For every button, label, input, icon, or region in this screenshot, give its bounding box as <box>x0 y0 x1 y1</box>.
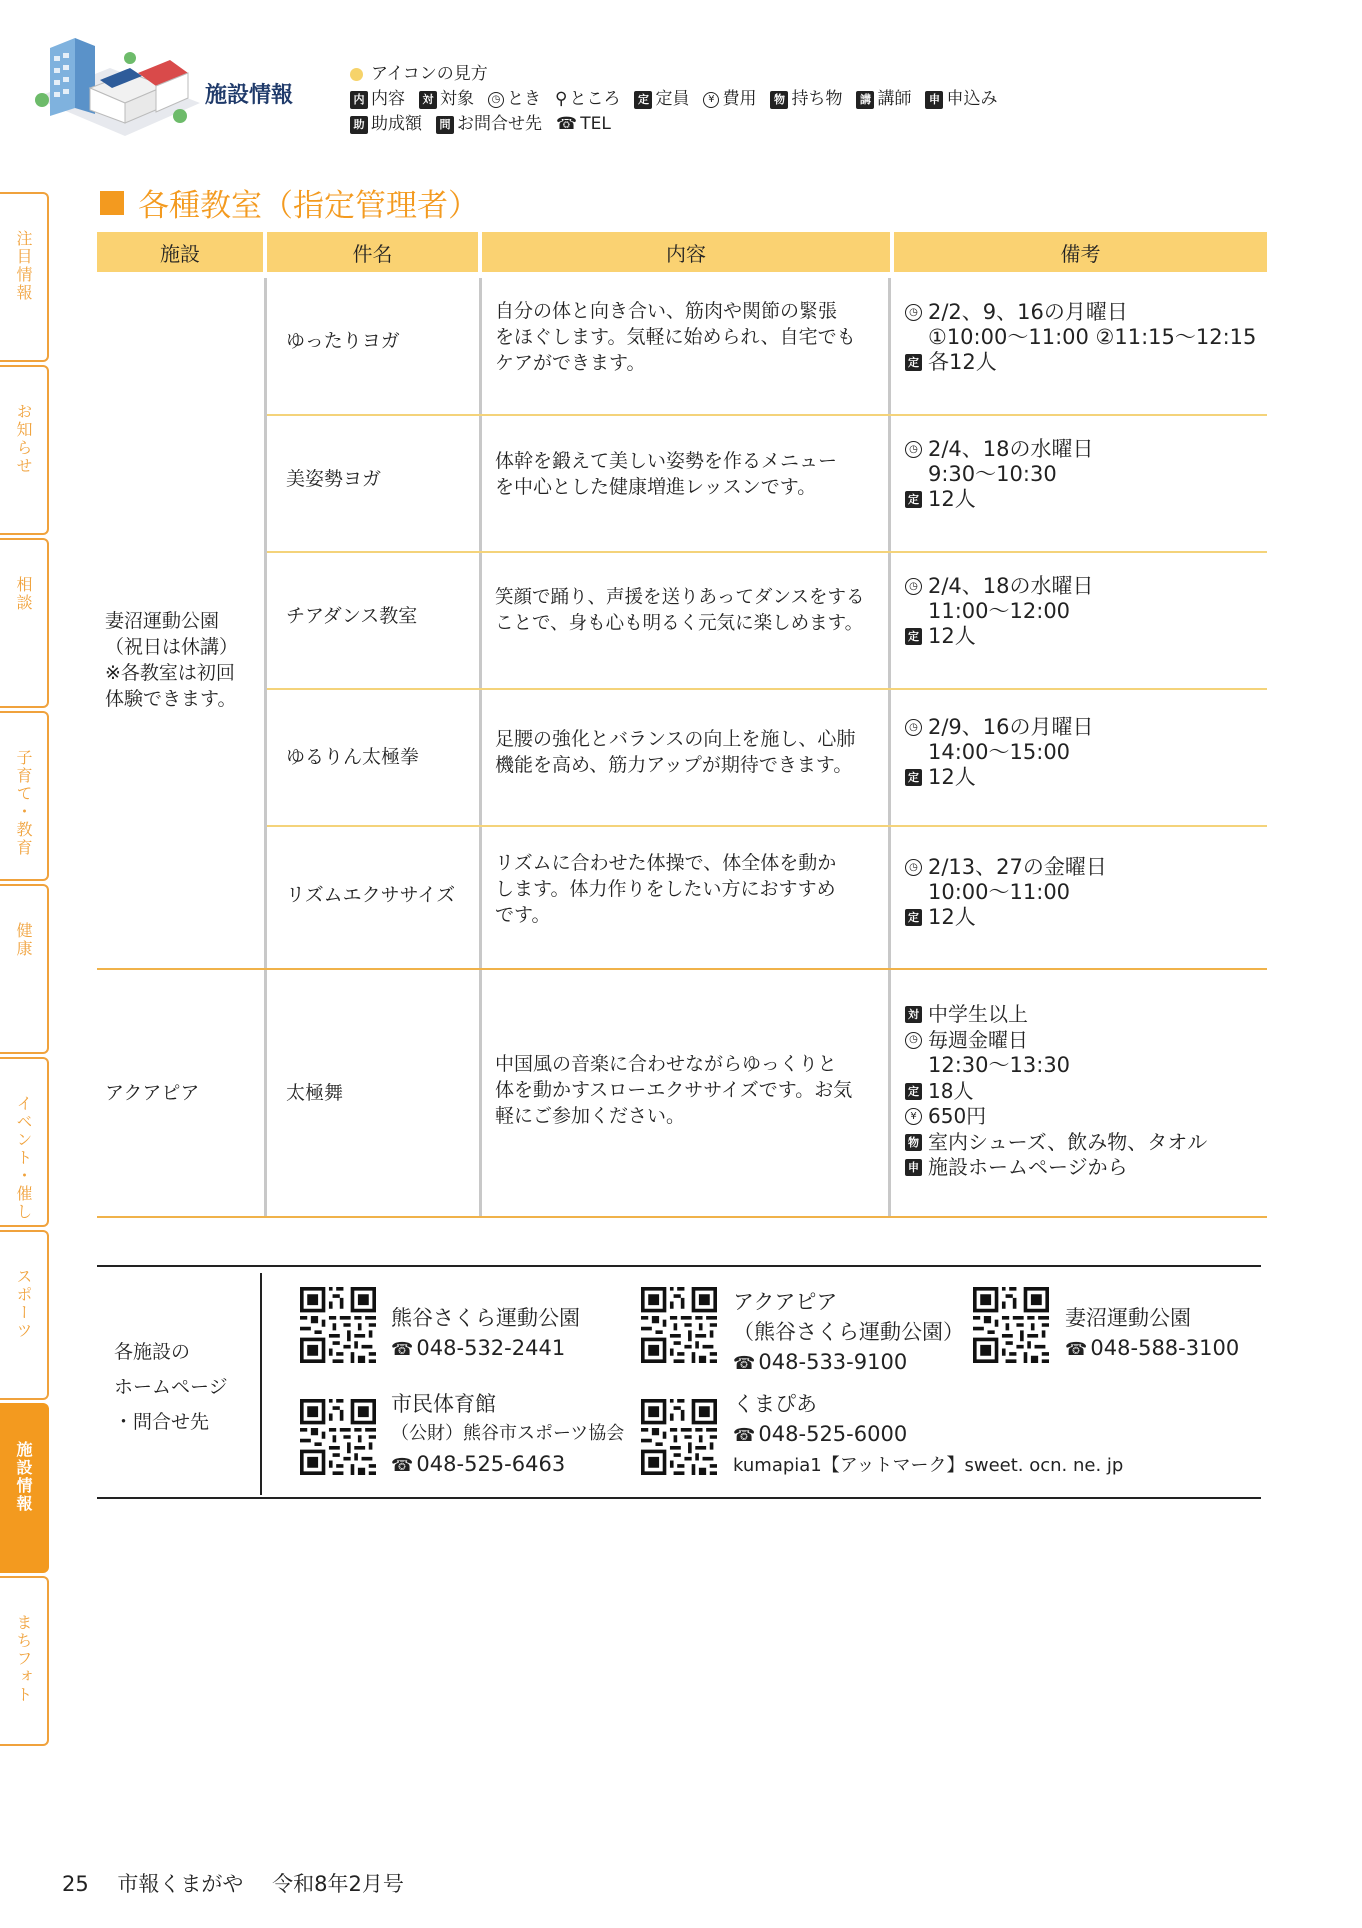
content-line: 体幹を鍛えて美しい姿勢を作るメニュー <box>495 450 838 472</box>
note-application <box>905 1155 1207 1181</box>
class-content <box>495 850 885 928</box>
section-heading <box>100 180 479 225</box>
legend-item <box>555 87 620 112</box>
clock-icon: ◷ <box>905 578 922 595</box>
capacity-icon: 定 <box>905 769 922 786</box>
tab-consultation[interactable] <box>0 538 49 708</box>
legend-label: 費用 <box>722 89 757 109</box>
tab-label: 子育て・教育 <box>14 749 33 857</box>
qr-code-icon[interactable] <box>641 1287 717 1363</box>
facility-line: ※各教室は初回 <box>105 662 235 684</box>
class-content <box>495 298 885 376</box>
content-icon: 内 <box>350 91 368 109</box>
facility-line: 妻沼運動公園 <box>105 610 220 632</box>
facility-line: （祝日は休講） <box>105 636 239 658</box>
tab-label: まちフォト <box>14 1614 33 1704</box>
application-icon: 申 <box>905 1159 922 1176</box>
note-schedule <box>905 1028 1207 1054</box>
legend-label: 持ち物 <box>791 89 843 109</box>
contact-tel <box>391 1333 580 1365</box>
note-text: 10:00～11:00 <box>928 880 1071 904</box>
row-divider <box>267 551 1267 553</box>
tab-featured[interactable] <box>0 192 49 362</box>
legend-item <box>703 87 756 112</box>
contact-name: 熊谷さくら運動公園 <box>391 1306 580 1330</box>
note-time <box>905 462 1094 487</box>
clock-icon: ◷ <box>905 719 922 736</box>
class-content <box>495 1051 885 1129</box>
phone-icon: ☎ <box>391 1455 414 1476</box>
class-title: ゆるりん太極拳 <box>286 746 420 768</box>
qr-code-icon[interactable] <box>300 1399 376 1475</box>
class-content <box>495 726 885 778</box>
contacts-label <box>114 1335 228 1440</box>
legend-item <box>419 87 474 112</box>
contact-aquapia <box>733 1287 964 1379</box>
table-body <box>97 278 1271 1218</box>
content-line: 体を動かすスローエクササイズです。お気 <box>495 1079 853 1101</box>
bullet-dot-icon <box>350 68 363 81</box>
note-schedule <box>905 715 1094 740</box>
note-text: 2/13、27の金曜日 <box>928 855 1107 879</box>
header-facility: 施設 <box>97 232 263 272</box>
contact-gymnasium <box>391 1389 624 1481</box>
tab-news[interactable] <box>0 365 49 535</box>
tab-label: 相談 <box>14 576 33 612</box>
legend-item <box>350 87 405 112</box>
note-capacity <box>905 487 1094 512</box>
tel-number: 048-533-9100 <box>758 1350 908 1374</box>
note-target <box>905 1002 1207 1028</box>
class-title: チアダンス教室 <box>286 605 418 627</box>
legend-item <box>488 87 541 112</box>
tab-label: イベント・催し <box>14 1095 33 1221</box>
column-divider <box>479 278 482 1216</box>
legend-title: アイコンの見方 <box>371 64 488 84</box>
legend-title-row <box>350 62 1011 87</box>
class-notes <box>905 574 1094 649</box>
capacity-icon: 定 <box>905 909 922 926</box>
page-footer <box>62 1868 426 1898</box>
note-text: 2/4、18の水曜日 <box>928 437 1094 461</box>
note-fee <box>905 1104 1207 1130</box>
legend-label: ところ <box>569 89 621 109</box>
legend-label: 助成額 <box>371 114 422 134</box>
note-text: 14:00～15:00 <box>928 740 1071 764</box>
phone-icon: ☎ <box>733 1353 756 1374</box>
qr-code-icon[interactable] <box>973 1287 1049 1363</box>
content-line: 軽にご参加ください。 <box>495 1105 686 1127</box>
phone-icon: ☎ <box>733 1425 756 1446</box>
legend-item <box>925 87 997 112</box>
facility-name-aquapia: アクアピア <box>105 1082 200 1104</box>
tel-number: 048-525-6463 <box>416 1452 566 1476</box>
legend-label: 対象 <box>440 89 474 109</box>
tab-events[interactable] <box>0 1057 49 1227</box>
facility-name-menuma <box>105 608 263 712</box>
note-capacity <box>905 765 1094 790</box>
tab-health[interactable] <box>0 884 49 1054</box>
clock-icon: ◷ <box>905 859 922 876</box>
legend-item <box>856 87 911 112</box>
contacts-box <box>97 1265 1261 1499</box>
yen-icon: ¥ <box>905 1108 922 1125</box>
contact-name: 妻沼運動公園 <box>1065 1306 1191 1330</box>
capacity-icon: 定 <box>905 1083 922 1100</box>
row-divider <box>267 825 1267 827</box>
note-schedule <box>905 437 1094 462</box>
application-icon: 申 <box>925 91 943 109</box>
belongings-icon: 物 <box>905 1134 922 1151</box>
class-content <box>495 585 885 637</box>
clock-icon: ◷ <box>488 92 504 108</box>
row-divider <box>267 414 1267 416</box>
note-text: 2/4、18の水曜日 <box>928 574 1094 598</box>
legend-item <box>556 112 611 137</box>
tab-label: 健康 <box>14 922 33 958</box>
yen-icon: ¥ <box>703 92 719 108</box>
tab-town-photo[interactable] <box>0 1576 49 1746</box>
legend-label: 内容 <box>371 89 405 109</box>
class-notes <box>905 1002 1207 1181</box>
contact-sub: （公財）熊谷市スポーツ協会 <box>391 1423 625 1444</box>
legend-label: 申込み <box>946 89 998 109</box>
contact-name: アクアピア <box>733 1290 838 1314</box>
legend-label: 講師 <box>877 89 912 109</box>
tab-label: 注目情報 <box>14 230 33 302</box>
instructor-icon: 講 <box>856 91 874 109</box>
tab-childcare-education[interactable] <box>0 711 49 881</box>
clock-icon: ◷ <box>905 441 922 458</box>
clock-icon: ◷ <box>905 1032 922 1049</box>
note-capacity <box>905 1079 1207 1105</box>
header-section-title: 施設情報 <box>205 83 294 108</box>
facility-divider <box>97 968 1267 970</box>
contact-email: kumapia1【アットマーク】sweet. ocn. ne. jp <box>733 1455 1124 1476</box>
note-schedule <box>905 574 1094 599</box>
content-line: 笑顔で踊り、声援を送りあってダンスをする <box>495 587 865 608</box>
tab-label: スポーツ <box>14 1268 33 1340</box>
content-line: 足腰の強化とバランスの向上を施し、心肺 <box>495 728 856 750</box>
header-title: 件名 <box>267 232 478 272</box>
note-belongings <box>905 1130 1207 1156</box>
content-line: 機能を高め、筋力アップが期待できます。 <box>495 754 853 776</box>
publication-name: 市報くまがや <box>117 1872 244 1896</box>
content-line: します。体力作りをしたい方におすすめ <box>495 878 836 900</box>
class-title: 美姿勢ヨガ <box>286 468 382 490</box>
note-text: 各12人 <box>928 350 997 374</box>
note-text: 12人 <box>928 765 976 789</box>
note-text: 9:30～10:30 <box>928 462 1057 486</box>
content-line: です。 <box>495 904 551 926</box>
note-text: 毎週金曜日 <box>928 1027 1028 1052</box>
note-text: 施設ホームページから <box>928 1155 1128 1179</box>
note-time <box>905 740 1094 765</box>
note-text: 12人 <box>928 624 976 648</box>
contact-kumapia <box>733 1389 1123 1481</box>
classes-table <box>97 232 1271 1218</box>
inquiry-icon: 問 <box>436 116 454 134</box>
class-notes <box>905 715 1094 790</box>
contact-tel <box>733 1347 964 1379</box>
class-content <box>495 448 885 500</box>
note-text: 11:00～12:00 <box>928 599 1071 623</box>
contacts-label-line: ・問合せ先 <box>114 1411 210 1433</box>
subsidy-icon: 助 <box>350 116 368 134</box>
note-text: 12人 <box>928 905 976 929</box>
target-icon: 対 <box>419 91 437 109</box>
note-text: 2/2、9、16の月曜日 <box>928 300 1128 324</box>
clock-icon: ◷ <box>905 304 922 321</box>
phone-icon: ☎ <box>1065 1339 1088 1360</box>
legend-item <box>770 87 842 112</box>
note-text: 室内シューズ、飲み物、タオル <box>928 1129 1208 1154</box>
note-schedule <box>905 855 1107 880</box>
contact-tel <box>391 1449 624 1481</box>
facility-line: 体験できます。 <box>105 688 237 710</box>
legend-row-2 <box>350 112 1011 137</box>
legend-label: お問合せ先 <box>457 114 542 134</box>
class-notes <box>905 437 1094 512</box>
contact-menuma <box>1065 1303 1239 1365</box>
content-line: リズムに合わせた体操で、体全体を動か <box>495 852 837 874</box>
table-header <box>97 232 1271 272</box>
column-divider <box>888 278 891 1216</box>
legend-label: TEL <box>580 114 611 134</box>
qr-code-icon[interactable] <box>300 1287 376 1363</box>
tel-number: 048-588-3100 <box>1090 1336 1240 1360</box>
contacts-divider <box>260 1273 262 1495</box>
content-line: をほぐします。気軽に始められ、自宅でも <box>495 326 856 348</box>
capacity-icon: 定 <box>905 354 922 371</box>
content-line: ことで、身も心も明るく元気に楽しめます。 <box>495 613 864 634</box>
contact-sub: （熊谷さくら運動公園） <box>733 1320 964 1344</box>
row-divider <box>267 688 1267 690</box>
qr-code-icon[interactable] <box>641 1399 717 1475</box>
contacts-label-line: 各施設の <box>114 1341 191 1363</box>
note-time <box>905 880 1107 905</box>
contact-sakura <box>391 1303 580 1365</box>
note-text: 650円 <box>928 1104 987 1128</box>
note-time <box>905 325 1256 350</box>
class-title: リズムエクササイズ <box>286 884 456 906</box>
tab-facility-info[interactable] <box>0 1403 49 1573</box>
note-time <box>905 599 1094 624</box>
note-text: 12:30～13:30 <box>928 1053 1071 1077</box>
target-icon: 対 <box>905 1006 922 1023</box>
legend-label: 定員 <box>655 89 690 109</box>
tel-number: 048-532-2441 <box>416 1336 566 1360</box>
section-title: 各種教室（指定管理者） <box>138 188 479 224</box>
belongings-icon: 物 <box>770 91 788 109</box>
contact-tel <box>733 1419 1123 1451</box>
class-title: ゆったりヨガ <box>286 330 400 352</box>
header-content: 内容 <box>482 232 890 272</box>
legend-label: とき <box>507 89 541 109</box>
note-text: 18人 <box>928 1078 974 1103</box>
note-text: 12人 <box>928 487 976 511</box>
tab-label: お知らせ <box>14 403 33 475</box>
capacity-icon: 定 <box>905 491 922 508</box>
square-bullet-icon <box>100 191 124 215</box>
location-pin-icon: ⚲ <box>555 89 568 109</box>
note-capacity <box>905 624 1094 649</box>
capacity-icon: 定 <box>905 628 922 645</box>
note-capacity <box>905 905 1107 930</box>
tel-number: 048-525-6000 <box>758 1422 908 1446</box>
class-notes <box>905 300 1256 375</box>
legend-item <box>436 112 542 137</box>
table-bottom-border <box>97 1216 1267 1218</box>
page-number: 25 <box>62 1872 89 1896</box>
contact-name: 市民体育館 <box>391 1392 496 1416</box>
note-text: ①10:00～11:00 ②11:15～12:15 <box>928 325 1257 349</box>
class-title: 太極舞 <box>286 1082 344 1104</box>
content-line: 自分の体と向き合い、筋肉や関節の緊張 <box>495 300 838 322</box>
content-line: を中心とした健康増進レッスンです。 <box>495 476 817 498</box>
header-notes: 備考 <box>894 232 1267 272</box>
facility-buildings-illustration <box>30 28 205 138</box>
icon-legend <box>350 62 1011 137</box>
tab-label: 施設情報 <box>14 1441 33 1513</box>
note-text: 中学生以上 <box>928 1002 1028 1026</box>
contact-name: くまぴあ <box>733 1392 817 1416</box>
class-notes <box>905 855 1107 930</box>
phone-icon: ☎ <box>556 114 578 134</box>
note-time <box>905 1053 1207 1079</box>
tab-sports[interactable] <box>0 1230 49 1400</box>
capacity-icon: 定 <box>634 91 652 109</box>
contacts-label-line: ホームページ <box>114 1376 228 1398</box>
note-text: 2/9、16の月曜日 <box>928 715 1094 739</box>
note-schedule <box>905 300 1256 325</box>
issue-label: 令和8年2月号 <box>272 1872 404 1896</box>
legend-row-1 <box>350 87 1011 112</box>
column-divider <box>264 278 267 1216</box>
note-capacity <box>905 350 1256 375</box>
legend-item <box>350 112 422 137</box>
content-line: 中国風の音楽に合わせながらゆっくりと <box>495 1053 837 1075</box>
content-line: ケアができます。 <box>495 352 646 374</box>
legend-item <box>634 87 689 112</box>
contact-tel <box>1065 1333 1239 1365</box>
phone-icon: ☎ <box>391 1339 414 1360</box>
